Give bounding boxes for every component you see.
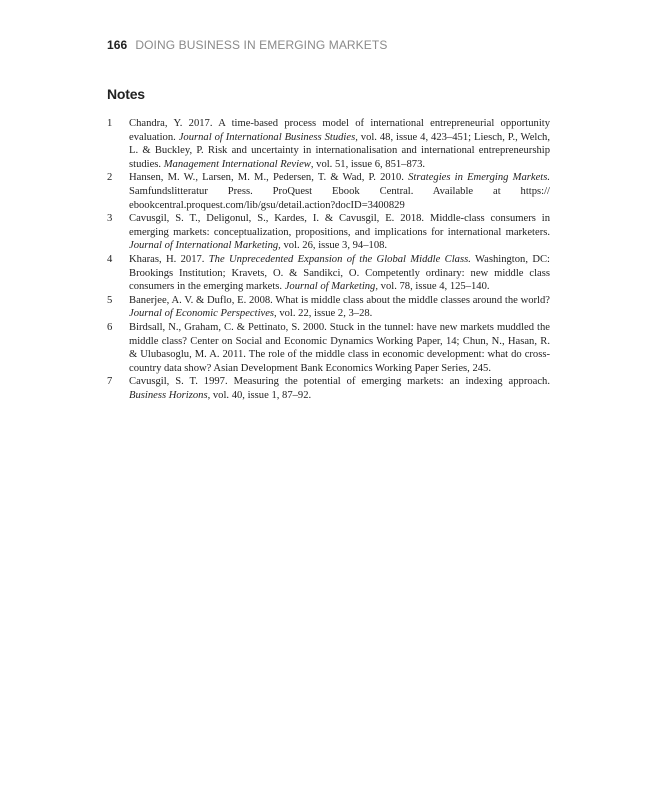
note-text-segment: Cavusgil, S. T., Deligonul, S., Kardes, I. & Cavusgil, E. 2018. Middle-class consumers in emerging markets: conceptualization, propositions, and implications for international marketers. [129, 213, 550, 238]
note-text-segment: , vol. 51, issue 6, 851–873. [310, 158, 426, 170]
running-title: DOING BUSINESS IN EMERGING MARKETS [135, 38, 388, 52]
running-header [107, 38, 387, 52]
note-citation-title: Journal of International Business Studies, [178, 131, 358, 143]
note-text [129, 171, 550, 212]
note-text-segment: Samfundslitteratur Press. ProQuest Ebook Central. Available at https:// ebookcentral.proquest.com/lib/gsu/detail.action?docID=3400829 [129, 185, 550, 211]
note-text-segment: vol. 22, issue 2, 3–28. [276, 308, 373, 320]
note-citation-title: Journal of Marketing, [284, 281, 379, 293]
note-text [129, 375, 550, 402]
notes-list [107, 117, 550, 402]
note-text-segment: Banerjee, A. V. & Duflo, E. 2008. What is middle class about the middle classes around the world? [129, 294, 550, 306]
note-text [129, 321, 550, 375]
note-number: 1 [107, 118, 113, 129]
note-text-segment: Chandra, Y. 2017. A time-based process model of international entrepreneurial opportunity evaluation. [129, 118, 550, 143]
note-citation-title: Strategies in Emerging Markets. [408, 172, 551, 184]
note-text [129, 294, 550, 321]
note-citation-title: The Unprecedented Expansion of the Global Middle Class. [208, 253, 471, 265]
note-citation-title: Management International Review [163, 158, 311, 170]
note-item [107, 294, 550, 321]
note-text-segment: vol. 40, issue 1, 87–92. [210, 389, 312, 401]
note-number: 5 [107, 294, 113, 306]
note-item [107, 375, 550, 402]
note-text-segment: Washington, DC: Brookings Institution; Kravets, O. & Sandikci, O. Competently ordinary: new middle class consumers in the emerging markets. [129, 253, 550, 293]
note-item [107, 171, 550, 212]
note-text-segment: vol. 78, issue 4, 125–140. [378, 281, 490, 293]
note-number: 6 [107, 321, 113, 333]
note-item [107, 212, 550, 253]
note-number: 3 [107, 213, 113, 225]
note-item [107, 117, 550, 171]
note-text-segment: Kharas, H. 2017. [129, 253, 209, 265]
note-text-segment: Cavusgil, S. T. 1997. Measuring the potential of emerging markets: an indexing approach. [129, 376, 550, 388]
note-text [129, 117, 550, 171]
note-item [107, 253, 550, 294]
note-citation-title: Journal of International Marketing, [129, 240, 281, 252]
page-number: 166 [107, 38, 128, 52]
note-item [107, 321, 550, 375]
note-text-segment: Birdsall, N., Graham, C. & Pettinato, S. 2000. Stuck in the tunnel: have new markets muddled the middle class? Center on Social and Economic Dynamics Working Paper, 14; Chun, N., Hasan, R. & Ulubasoglu, M. A. 2011. The role of the middle class in economic development: what do cross-country data show? Asian Development Bank Economics Working Paper Series, 245. [129, 321, 550, 374]
note-text-segment: vol. 48, issue 4, 423–451; Liesch, P., Welch, L. & Buckley, P. Risk and uncertainty in internationalisation and international entrepreneurship studies. [129, 131, 550, 170]
notes-heading: Notes [107, 86, 145, 102]
note-number: 7 [107, 376, 113, 388]
note-citation-title: Journal of Economic Perspectives, [129, 308, 277, 320]
note-number: 2 [107, 172, 113, 184]
note-text [129, 253, 550, 294]
note-text-segment: Hansen, M. W., Larsen, M. M., Pedersen, T. & Wad, P. 2010. [129, 172, 409, 184]
note-number: 4 [107, 253, 113, 265]
note-text-segment: vol. 26, issue 3, 94–108. [280, 240, 388, 252]
note-citation-title: Business Horizons, [129, 389, 211, 401]
note-text [129, 212, 550, 253]
